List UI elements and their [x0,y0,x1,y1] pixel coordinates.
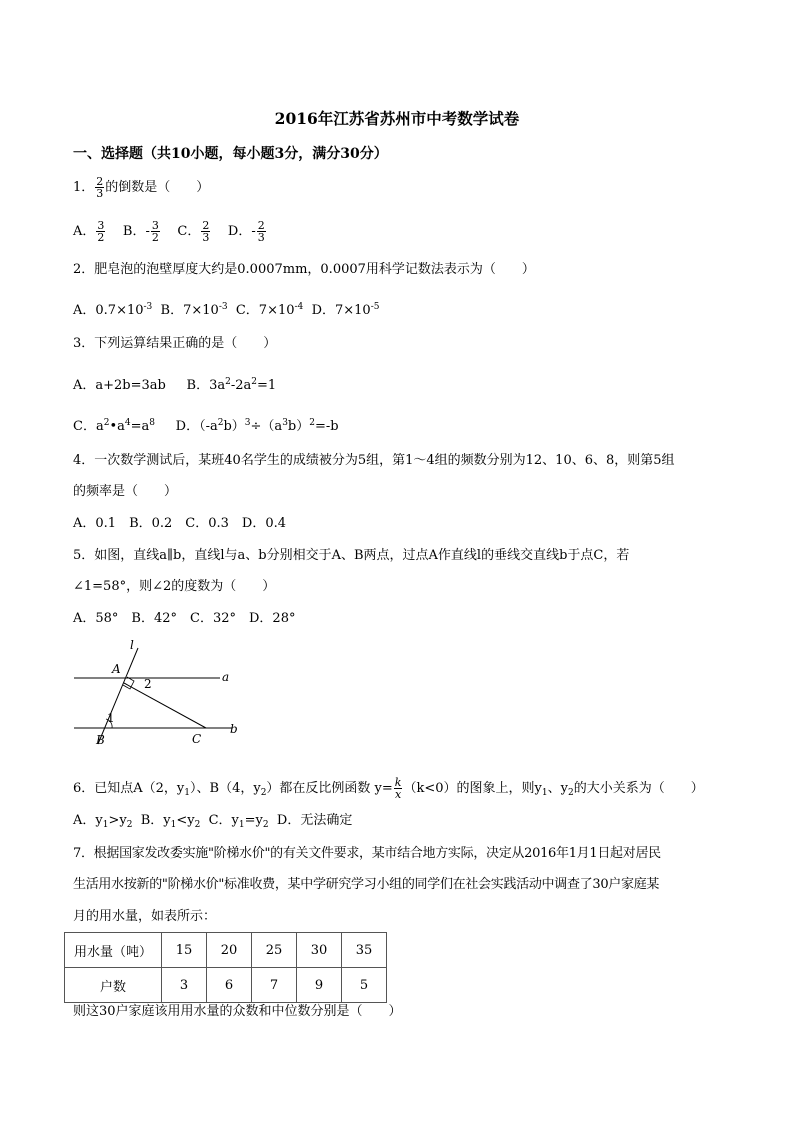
fraction [95,176,104,199]
option-d [176,419,339,434]
exponent: -3 [143,302,153,312]
question-3-options-ab [73,374,276,394]
fraction [96,220,105,243]
table-cell: 15 [162,933,207,968]
label-point-b: B [96,733,105,747]
numerator: 2 [257,219,265,232]
question-text: ）、B（4，y [190,781,261,796]
option-b [187,378,277,393]
option-c [236,303,303,318]
option-c [73,419,155,434]
option-text: •a [109,419,125,434]
subscript: 1 [184,788,191,798]
option-text: <y [176,813,195,828]
subscript: 2 [567,788,574,798]
question-3: 3．下列运算结果正确的是（ ） [73,336,277,351]
label-line-a: a [222,670,230,684]
exponent: 4 [124,418,131,428]
option-d [312,303,380,318]
table-cell: 30 [297,933,342,968]
exponent: 8 [149,418,155,428]
question-text: 、y [547,781,568,796]
line-ac [124,683,206,728]
option-text: D．（-a [175,419,218,434]
option-text: A．0.7×10 [73,303,144,318]
subscript: 1 [102,820,109,830]
question-7-line-2: 生活用水按新的"阶梯水价"标准收费，某中学研究学习小组的同学们在社会实践活动中调查了30户家庭某 [73,877,660,892]
exponent: -5 [370,302,380,312]
label-point-a: A [112,662,121,676]
option-text: C．7×10 [235,303,295,318]
table-cell: 6 [207,968,252,1003]
option-text: B．3a [186,378,226,393]
question-text: （k<0）的图象上，则y [403,781,542,796]
option-text: -2a [230,378,252,393]
table-cell: 9 [297,968,342,1003]
option-text: =1 [257,378,277,393]
option-text: b） [223,419,245,434]
question-2: 2．肥皂泡的泡壁厚度大约是0.0007mm，0.0007用科学记数法表示为（ ） [73,262,535,277]
option-b [141,813,201,828]
exponent: 2 [251,377,258,387]
question-7-line-3: 月的用水量，如表所示： [73,909,217,924]
option-d [228,220,267,243]
question-5-line-2: ∠1=58°，则∠2的度数为（ ） [73,579,276,594]
subscript: 1 [541,788,548,798]
question-7-line-1: 7．根据国家发改委实施"阶梯水价"的有关文件要求，某市结合地方实际，决定从2016年1月1日起对居民 [73,846,661,861]
table-cell: 25 [252,933,297,968]
option-text: C．y [208,813,239,828]
table-header-cell: 户数 [65,968,162,1003]
exponent: -4 [294,302,304,312]
option-b [161,303,228,318]
question-1 [73,176,209,199]
question-4-line-1: 4．一次数学测试后，某班40名学生的成绩被分为5组，第1～4组的频数分别为12、10、6、8，则第5组 [73,453,675,468]
label-angle-1: 1 [107,711,115,725]
question-6-options [73,813,352,833]
table-header-cell: 用水量（吨） [65,933,162,968]
numerator: 3 [151,219,159,232]
numerator: 2 [202,219,210,232]
question-6 [73,777,704,801]
question-text: 的倒数是（ ） [105,180,210,195]
question-5-options: A．58° B．42° C．32° D．28° [73,611,296,626]
page-title: 2016年江苏省苏州市中考数学试卷 [274,109,520,128]
question-1-options [73,220,267,243]
question-text: 6．已知点A（2，y [73,781,185,796]
option-c [209,813,269,828]
option-label: D．- [227,224,256,239]
fraction [151,220,160,243]
denominator: 2 [151,231,159,244]
option-b [123,220,161,243]
exponent: -3 [218,302,228,312]
exponent: 2 [309,418,315,428]
label-angle-2: 2 [144,677,152,691]
subscript: 2 [194,820,201,830]
question-7-prompt: 则这30户家庭该用用水量的众数和中位数分别是（ ） [73,1004,402,1019]
option-a [73,813,132,828]
question-2-options [73,299,379,319]
question-text: ）都在反比例函数 y= [266,781,393,796]
option-text: A．y [73,813,103,828]
denominator: 3 [257,231,265,244]
option-label: C． [177,224,201,239]
denominator: 3 [202,231,210,244]
option-a: A．a+2b=3ab [73,378,166,393]
table-row [65,933,387,968]
fraction [394,777,403,800]
option-text: b） [287,419,310,434]
option-c [177,220,211,243]
option-text: =a [130,419,150,434]
question-3-options-cd [73,415,339,435]
section-heading: 一、选择题（共10小题，每小题3分，满分30分） [73,146,388,162]
exponent: 3 [244,418,251,428]
table-cell: 3 [162,968,207,1003]
option-text: >y [108,813,127,828]
geometry-figure [60,636,250,748]
denominator: 2 [97,231,105,244]
option-text: C．a [73,419,104,434]
question-number: 1． [73,180,95,195]
table-cell: 7 [252,968,297,1003]
table-cell: 20 [207,933,252,968]
label-point-c: C [192,732,202,746]
question-text: 的大小关系为（ ） [573,781,704,796]
option-text: ÷（a [250,419,283,434]
question-5-line-1: 5．如图，直线a∥b，直线l与a、b分别相交于A、B两点，过点A作直线l的垂线交直线b于点C，若 [73,548,630,563]
numerator: k [394,776,402,789]
question-4-line-2: 的频率是（ ） [73,484,178,499]
denominator: 3 [96,187,104,200]
water-usage-table [64,932,387,1003]
fraction [257,220,266,243]
option-text: B．7×10 [160,303,219,318]
question-4-options: A．0.1 B．0.2 C．0.3 D．0.4 [73,516,287,531]
exponent: 2 [217,418,224,428]
option-text: D．7×10 [311,303,371,318]
subscript: 1 [238,820,245,830]
option-label: B．- [122,224,150,239]
option-text: =-b [314,419,339,434]
option-a [73,220,106,243]
subscript: 2 [126,820,133,830]
label-line-b: b [230,722,238,736]
option-label: A． [73,224,96,239]
option-text: =y [244,813,263,828]
subscript: 1 [170,820,177,830]
exponent: 3 [282,418,288,428]
table-row [65,968,387,1003]
table-cell: 5 [342,968,387,1003]
subscript: 2 [260,788,267,798]
numerator: 2 [96,175,104,188]
exponent: 2 [103,418,110,428]
denominator: x [395,788,402,801]
option-text: B．y [140,813,171,828]
subscript: 2 [262,820,269,830]
numerator: 3 [97,219,105,232]
label-l: l [130,638,134,652]
option-a [73,303,152,318]
option-d: D．无法确定 [276,813,353,828]
fraction [201,220,210,243]
table-cell: 35 [342,933,387,968]
exponent: 2 [225,377,231,387]
